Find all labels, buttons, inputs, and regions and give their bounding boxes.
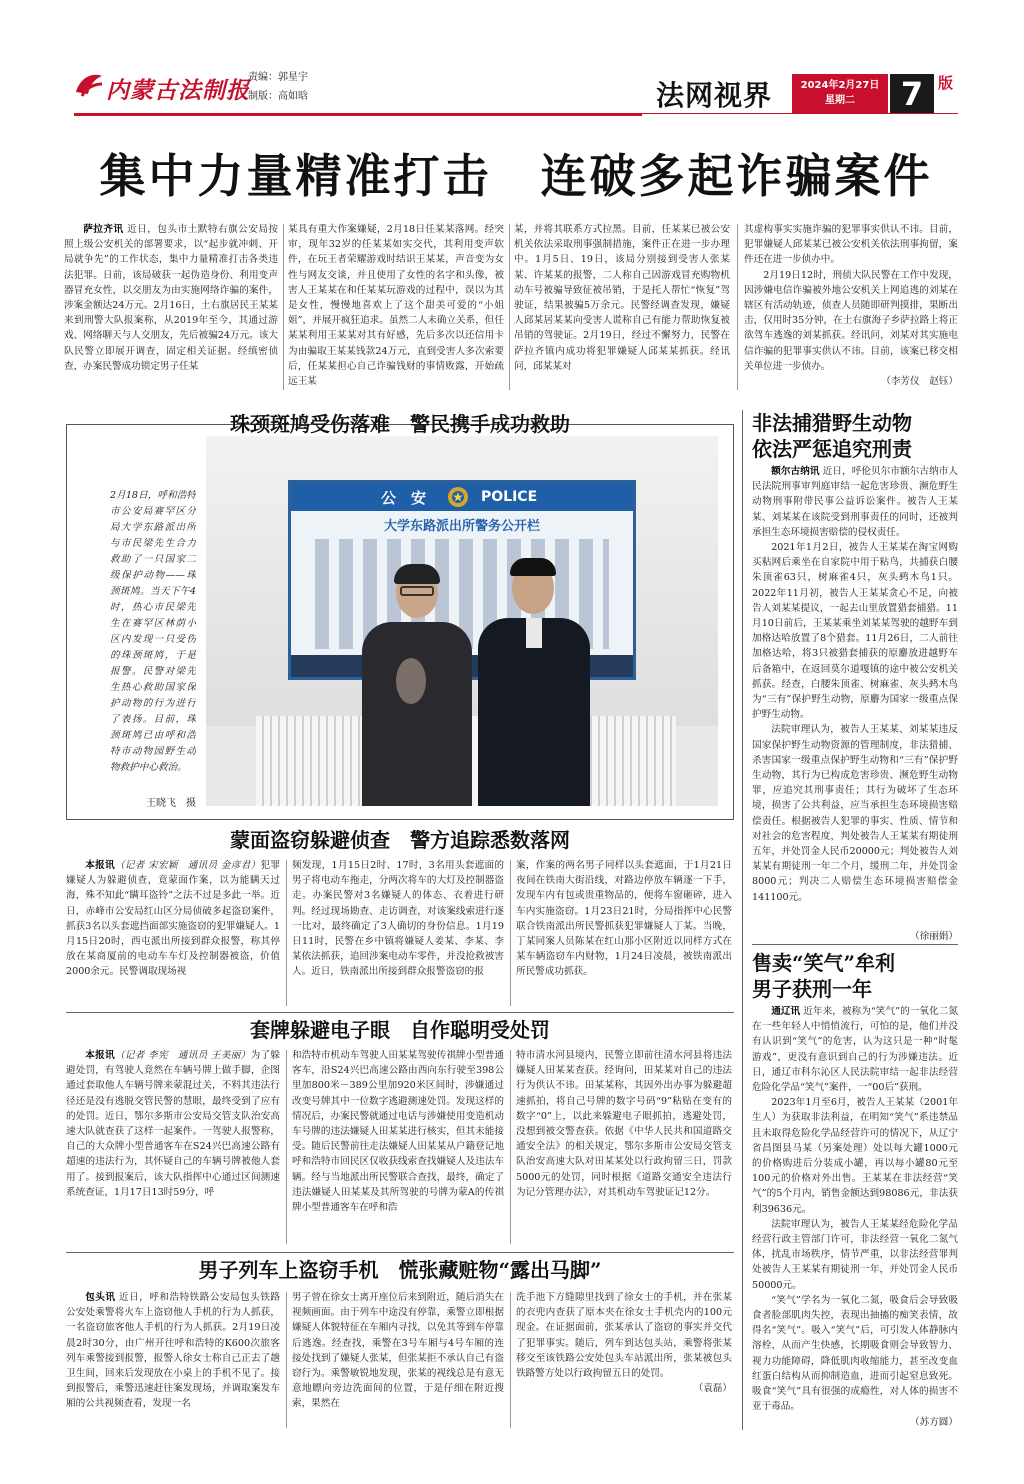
column-divider xyxy=(283,224,284,390)
board-police-label: POLICE xyxy=(481,489,538,505)
masthead xyxy=(0,60,1024,118)
article-headline: 套牌躲避电子眼 自作聪明受处罚 xyxy=(250,1018,550,1042)
board-title: 公 安 xyxy=(381,489,427,507)
sidebar-divider xyxy=(742,410,743,1430)
article-text: 洗手池下方缝隙里找到了徐女士的手机，并在张某的衣兜内查获了原本夹在徐女士手机壳内的100元现金。在证据面前，张某承认了盗窃的事实并交代了犯罪事实。随后，列车到达包头站，乘警将张某移交至该铁路公安处包头车站派出所，张某被包头铁路警方处以行政拘留五日的处罚。 xyxy=(516,1292,732,1380)
article-credit: （李芳仪 赵钰） xyxy=(881,376,958,388)
article-column xyxy=(66,1048,280,1248)
article-text: 近日，包头市土默特右旗公安局按照上级公安机关的部署要求，以“起步就冲刺、开局就争先”的工作状态，集中力量精准打击各类违法犯罪。日前，该局破获一起伪造身份、利用变声器冒充女性，以交朋友为由实施网络诈骗的案件，涉案金额达24万元。2月16日，土右旗居民王某某来到刑警大队报案称，从2019年至今，其通过游戏、网络聊天与人交朋友，先后被骗24万元。该大队民警立即展开调查，固定相关证据。经缜密侦查，办案民警成功锁定男子任某 xyxy=(64,224,278,372)
article-text: 2023年1月至6月，被告人王某某（2001年生人）为获取非法利益，在明知“笑气”系违禁品且未取得危险化学品经营许可的情况下，从辽宁省昌图县马某（另案处理）处以每大罐1000元的价格购进后分装成小罐，再以每小罐80元至100元的价格对外出售。王某某在非法经营“笑气”的5个月内，销售金额达到98086元，非法获利39636元。 xyxy=(752,1097,958,1215)
newspaper-logo xyxy=(72,62,250,110)
article-text: 2月19日12时，刑侦大队民警在工作中发现，因涉嫌电信诈骗被外地公安机关上网追逃的刘某在辖区有活动轨迹，侦查人员随即研判摸排，果断出击，仅用时35分钟，在土右旗海子乡萨拉路上将正欲驾车逃逸的刘某抓获。经讯问，刘某对其实施电信诈骗的犯罪事实供认不讳。目前，该案已移交相关单位进一步侦办。 xyxy=(744,269,958,372)
producer-credit: 制版：高如晗 xyxy=(248,91,308,102)
column-divider xyxy=(286,1292,287,1428)
article-lead: 通辽讯 xyxy=(771,1006,801,1017)
police-badge-icon xyxy=(447,486,469,508)
article-text: 案，作案的两名男子同样以头套遮面，于1月21日夜间在铁南大街沿线，对路边停放车辆逐一下手，发现车内有包或贵重物品的，便将车窗砸碎，进入车内实施盗窃。1月23日21时，分局指挥中心民警联合铁南派出所民警抓获犯罪嫌疑人丁某。当晚，丁某同案人员陈某在红山那小区附近以同样方式在某车辆盗窃车内财物，1月24日凌晨，被铁南派出所民警成功抓获。 xyxy=(516,860,732,978)
article-column xyxy=(66,858,280,1010)
article-column xyxy=(292,858,504,1010)
article-lead: 本报讯 xyxy=(85,1050,115,1061)
column-divider xyxy=(510,1292,511,1428)
dove-icon xyxy=(396,658,426,704)
caption-text: 2月18日，呼和浩特市公安局赛罕区分局大学东路派出所与市民梁先生合力救助了一只国家二级保护动物——珠颈斑鸠。当天下午4时，热心市民梁先生在赛罕区林荫小区内发现一只受伤的珠颈斑鸠，于是报警。民警对梁先生热心救助国家保护动物的行为进行了表扬。目前，珠颈斑鸠已由呼和浩特市动物园野生动物救护中心救治。 xyxy=(110,490,196,773)
article-text: 和浩特市机动车驾驶人田某某驾驶传祺牌小型普通客车，沿S24兴巴高速公路由西向东行驶至398公里加800米－389公里加920米区间时，涉嫌通过改变号牌其中一位数字逃避测速处罚。发现这样的情况后，办案民警就通过电话与涉嫌使用变造机动车号牌的违法嫌疑人田某某进行核实，但其未能接受。随后民警前往走法嫌疑人田某某从户籍登记地呼和浩特市回民区仅收获线索查找嫌疑人及违法车辆。经与当地派出所民警联合查找，最终，确定了违法嫌疑人田某某及其所驾驶的号牌为蒙A的传祺牌小型普通客车在呼和浩 xyxy=(292,1050,504,1214)
article-column xyxy=(744,222,958,394)
column-divider xyxy=(510,1050,511,1244)
sidebar-headline: 男子获刑一年 xyxy=(752,977,872,1001)
article-text: 男子曾在徐女士离开座位后来到附近，随后消失在视频画面。由于列车中途没有停靠，乘警立即根据嫌疑人体貌特征在车厢内寻找，以免其等到车停靠后逃逸。经查找，乘警在3号车厢与4号车厢的连接处找到了嫌疑人张某，但张某拒不承认自己有盗窃行为。乘警敏锐地发现，张某的视线总是有意无意地瞟向旁边洗面间的位置，于是仔细在附近搜索，果然在 xyxy=(292,1292,504,1410)
article-byline: （记者 宋宏颖 通讯员 金彦君） xyxy=(114,860,261,871)
column-divider xyxy=(286,860,287,1006)
article-lead: 萨拉齐讯 xyxy=(83,224,124,235)
date-box xyxy=(792,74,888,114)
issue-date: 2024年2月27日 xyxy=(800,80,880,91)
article-text: 近日，呼和浩特铁路公安局包头铁路公安处乘警将火车上盗窃他人手机的行为人抓获，一名盗窃旅客他人手机的行为人抓获。2月19日凌晨2时30分，由广州开往呼和浩特的K600次旅客列车乘警接到报警，报警人徐女士称自己正去了趟卫生间，回来后发现放在小桌上的手机不见了。接到报警后，乘警迅速赶往案发现场，并调取案发车厢的公共视频查看，发现一名 xyxy=(66,1292,280,1410)
article-column xyxy=(514,222,730,394)
article-lead: 额尔古纳讯 xyxy=(771,466,820,477)
sidebar-text xyxy=(752,464,958,944)
article-column xyxy=(516,1048,732,1248)
officer-figure xyxy=(478,556,590,806)
column-divider xyxy=(509,224,510,390)
board-subtitle: 大学东路派出所警务公开栏 xyxy=(383,519,540,534)
article-text: 法院审理认为，被告人王某某、刘某某违反国家保护野生动物资源的管理制度，非法猎捕、杀害国家一级重点保护野生动物和“三有”保护野生动物，其行为已构成危害珍贵、濒危野生动物罪，应追究其刑事责任；其行为破坏了生态环境，损害了公共利益，应当承担生态环境损害赔偿责任。根据被告人犯罪的事实、性质、情节和对社会的危害程度，判处被告人王某某有期徒刑五年，并处罚金人民币20000元；判处被告人刘某某有期徒刑一年二个月，缓刑二年，并处罚金8000元；判决二人赔偿生态环境损害赔偿金141100元。 xyxy=(752,724,958,903)
masthead-rule xyxy=(74,113,642,116)
article-text: 法院审理认为，被告人王某某经危险化学品经营行政主管部门许可，非法经营一氧化二氮气体，扰乱市场秩序，情节严重，以非法经营罪判处被告人王某某有期徒刑一年，并处罚金人民币50000元。 xyxy=(752,1218,958,1291)
article-credit: （苏方圆） xyxy=(910,1417,958,1428)
article-column xyxy=(516,1290,732,1430)
article-text: 特市清水河县境内，民警立即前往清水河县将违法嫌疑人田某某查获。经询问，田某某对自己的违法行为供认不讳。田某某称，其因外出办事为躲避超速抓拍，将自己号牌的数字号码“9”粘贴在变有的数字“0”上，以此来躲避电子眼抓拍，逃避处罚，没想到被交警查获。依据《中华人民共和国道路交通安全法》的相关规定，鄂尔多斯市公安局交管支队治安高速大队对田某某处以行政拘留三日，罚款5000元的处罚，同时根据《道路交通安全违法行为记分管理办法》，对其机动车驾驶证记12分。 xyxy=(516,1050,732,1198)
article-column xyxy=(64,222,278,394)
section-divider xyxy=(66,1252,734,1253)
photo-credit: 王晓飞 摄 xyxy=(146,798,196,809)
article-text: 某具有重大作案嫌疑，2月18日任某某落网。经突审，现年32岁的任某某如实交代，其利用变声软件，在玩王者荣耀游戏时结识王某某，声音变为女性与网友交谈，并且使用了女性的名字和头像，被害人王某某在和任某某玩游戏的过程中，误以为其是女性，慢慢地喜欢上了这个甜美可爱的“小姐姐”，并展开疯狂追求。虽然二人未确立关系，但任某某利用王某某对其有好感，先后多次以还信用卡为由骗取王某某钱款24万元，直到受害人多次索要后，任某某担心自己诈骗钱财的事情败露，开始疏远王某 xyxy=(288,224,504,388)
article-text: 2021年1月2日，被告人王某某在淘宝网购买粘网后乘坐在自家院中用于粘鸟，共捕获白腰朱顶雀63只，树麻雀4只，灰头鹀木鸟1只。2022年11月初，被告人王某某贪心不足，向被告人刘某某提议，一起去山里放置猎套捕猎。11月10日前后，王某某乘坐刘某某驾驶的越野车到加格达哈放置了8个猎套。11月26日，二人前往加格达哈，将3只被猎套捕获的原麝放进越野车后备箱中，在返回莫尔道嘎镇的途中被公安机关抓获。经查，白腰朱顶雀、树麻雀、灰头鹀木鸟为“三有”保护野生动物，原麝为国家一级重点保护野生动物。 xyxy=(752,542,958,721)
article-text: 频发现，1月15日2时、17时，3名用头套遮面的男子将电动车拖走，分两次将车的大灯及控制器盗走。办案民警对3名嫌疑人的体态、衣着进行研判。经过现场勘查、走访调查，对该案线索进行逐一比对，最终确定了3人确切的身份信息。1月19日11时，民警在乡中镇将嫌疑人姜某、李某、李某依法抓获，追回涉案电动车零件，并没抢救被害人。近日，铁南派出所接到群众报警盗窃的报 xyxy=(292,860,504,978)
sidebar-text xyxy=(752,1004,958,1412)
article-headline: 蒙面盗窃躲避侦查 警方追踪悉数落网 xyxy=(230,828,570,852)
logo-text: 内蒙古法制报 xyxy=(106,77,250,104)
article-text: 某，并将其联系方式拉黑。目前，任某某已被公安机关依法采取刑事强制措施，案件正在进一步办理中。1月5日、19日，该局分别接到受害人张某某、许某某的报警，二人称自己因游戏冒充购物机动车号被骗导致征被吊销，于是托人帮忙“恢复”驾驶证，结果被骗5万余元。民警经调查发现，嫌疑人邱某居某某向受害人谎称自己有能力帮助恢复被吊销的驾驶证。2月19日，经过不懈努力，民警在萨拉齐镇内成功将犯罪嫌疑人邱某某抓获。经讯问，邱某某对 xyxy=(514,224,730,372)
page-number-box xyxy=(890,74,934,114)
news-photo xyxy=(206,436,718,806)
sidebar-headline: 售卖“笑气”牟利 xyxy=(752,951,896,975)
page-number: 7 xyxy=(900,75,924,113)
citizen-figure xyxy=(362,562,472,806)
article-text: 犯罪嫌疑人为躲避侦查，竟蒙面作案，以为能瞒天过海，殊不知此“瞒耳盗铃”之法不过是多此一举。近日，赤峰市公安局红山区分局侦破多起盗窃案件，抓获3名以头套遮挡面部实施盗窃的犯罪嫌疑人。1月15日20时，西屯派出所接到群众报警，称其停放在某商厦前的电动车车灯及控制器被盗，价值2000余元。民警调取现场视 xyxy=(66,860,280,978)
article-column xyxy=(292,1048,504,1248)
article-column xyxy=(288,222,504,394)
article-text: 其虚构事实实施诈骗的犯罪事实供认不讳。目前，犯罪嫌疑人邱某某已被公安机关依法刑事拘留，案件还在进一步侦办中。 xyxy=(744,224,958,266)
sidebar-headline: 依法严惩追究刑责 xyxy=(752,437,912,461)
article-headline: 集中力量精准打击 连破多起诈骗案件 xyxy=(99,149,933,203)
article-column xyxy=(292,1290,504,1430)
sidebar-article xyxy=(752,410,958,462)
masthead-rule-right xyxy=(642,113,958,114)
photo-caption xyxy=(110,488,196,788)
column-divider xyxy=(737,224,738,390)
article-byline: （记者 李宪 通讯员 王美丽） xyxy=(114,1050,251,1061)
sidebar-headline: 非法捕猎野生动物 xyxy=(752,411,912,435)
editor-credit: 责编：郭星宇 xyxy=(248,72,308,83)
section-title: 法网视界 xyxy=(656,79,773,112)
column-divider xyxy=(510,860,511,1006)
article-lead: 本报讯 xyxy=(85,860,115,871)
article-text: “笑气”学名为一氧化二氮，吸食后会导致吸食者脸部肌肉失控，表现出抽搐的痴笑表情，故得名“笑气”。吸入“笑气”后，可引发人体静脉内溶栓，从而产生快感，长期吸食则会导致智力、视力功能障碍，降低肌肉收缩能力，甚至改变血红蛋白结构从而抑制造血，进而引起窒息致死。吸食“笑气”具有很强的成瘾性，对人体的损害不亚于毒品。 xyxy=(752,1294,958,1412)
page-label: 版 xyxy=(938,74,954,92)
column-divider xyxy=(286,1050,287,1244)
issue-weekday: 星期二 xyxy=(825,95,855,106)
article-lead: 包头讯 xyxy=(85,1292,116,1303)
section-divider xyxy=(752,944,958,945)
sidebar-article xyxy=(752,950,958,1002)
article-text: 为了躲避处罚，有驾驶人竟然在车辆号牌上做手脚，企图通过套取他人车辆号牌来蒙混过关，不料其违法行径还是没有逃脱交管民警的慧眼，最终受到了应有的处罚。近日，鄂尔多斯市公安局交管支队治安高速大队就查获了这样一起案件。一驾驶人报警称，自己的大众牌小型普通客车在S24兴巴高速公路有超速的违法行为，其怀疑自己的车辆号牌被他人套用了。接到报案后，该大队指挥中心通过区间测速系统查证，1月17日13时59分，呼 xyxy=(66,1050,280,1198)
article-text: 近日，呼伦贝尔市额尔古纳市人民法院刑事审判庭审结一起危害珍贵、濒危野生动物刑事附带民事公益诉讼案件。被告人王某某、刘某某在该院受到刑事责任的同时，还被判承担生态环境损害赔偿的侵权责任。 xyxy=(752,466,958,538)
article-credit: （徐丽娟） xyxy=(910,931,958,942)
article-text: 近年来，被称为“笑气”的一氧化二氮在一些年轻人中悄悄流行，可怕的是，他们并没有认识到“笑气”的危害，认为这只是一种“时髦游戏”，更没有意识到自己的行为涉嫌违法。近日，通辽市科尔沁区人民法院审结一起非法经营危险化学品“笑气”案件，一“00后”获刑。 xyxy=(752,1006,958,1094)
article-credit: （袁磊） xyxy=(693,1383,732,1395)
article-headline: 男子列车上盗窃手机 慌张藏赃物“露出马脚” xyxy=(198,1258,602,1282)
photo-story-headline: 珠颈斑鸠受伤落难 警民携手成功救助 xyxy=(230,412,570,436)
article-column xyxy=(516,858,732,1010)
section-divider xyxy=(66,1012,734,1013)
logo-emblem-icon xyxy=(72,68,106,102)
article-column xyxy=(66,1290,280,1430)
